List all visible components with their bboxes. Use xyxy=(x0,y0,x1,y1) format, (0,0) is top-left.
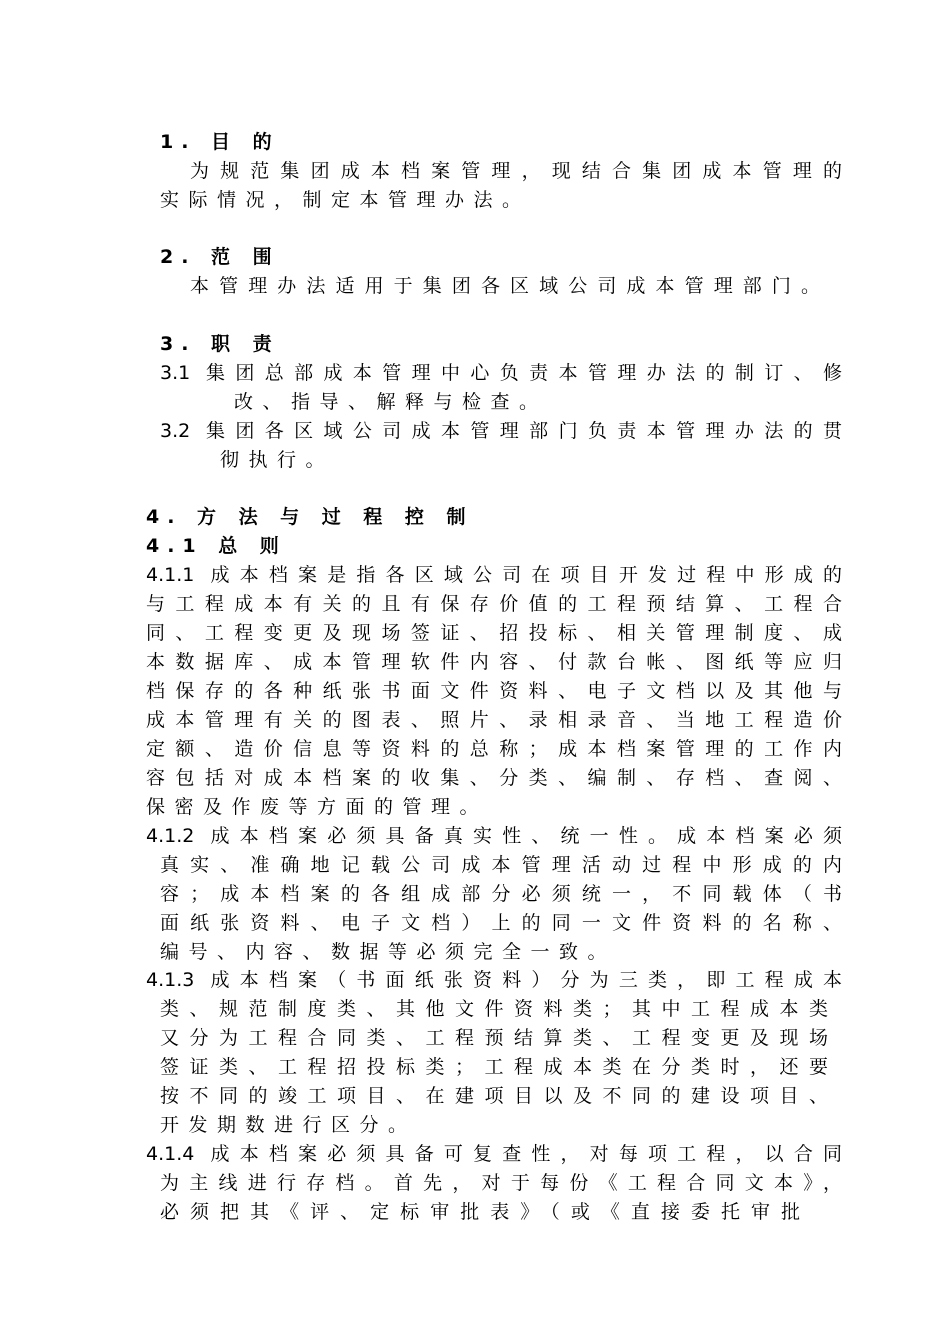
p413-line-6: 开发期数进行区分。 xyxy=(160,1114,417,1136)
p411-line-3: 同、工程变更及现场签证、招投标、相关管理制度、成 xyxy=(146,622,842,644)
p411-line-5: 档保存的各种纸张书面文件资料、电子文档以及其他与 xyxy=(146,680,842,702)
p411-line-6: 成本管理有关的图表、照片、录相录音、当地工程造价 xyxy=(146,709,842,731)
p414-line-2: 为主线进行存档。首先，对于每份《工程合同文本》， xyxy=(160,1172,842,1194)
item-3-1-number: 3.1 xyxy=(160,362,191,384)
p412-line-4: 面纸张资料、电子文档）上的同一文件资料的名称、 xyxy=(160,912,842,934)
p413-line-1: 4.1.3 成本档案（书面纸张资料）分为三类，即工程成本 xyxy=(146,969,842,991)
item-3-1-line-1: 集团总部成本管理中心负责本管理办法的制订、修 xyxy=(206,362,842,384)
item-3-2-line-2: 彻执行。 xyxy=(220,449,335,471)
p412-line-2: 真实、准确地记载公司成本管理活动过程中形成的内 xyxy=(160,854,842,876)
p412-line-1: 4.1.2 成本档案必须具备真实性、统一性。成本档案必须 xyxy=(146,825,842,847)
p411-line-7: 定额、造价信息等资料的总称；成本档案管理的工作内 xyxy=(146,738,842,760)
p413-line-2: 类、规范制度类、其他文件资料类；其中工程成本类 xyxy=(160,998,828,1020)
section-1-line-1: 为规范集团成本档案管理，现结合集团成本管理的 xyxy=(190,160,842,182)
p414-line-3: 必须把其《评、定标审批表》（或《直接委托审批 xyxy=(160,1201,800,1223)
p414-line-1: 4.1.4 成本档案必须具备可复查性，对每项工程，以合同 xyxy=(146,1143,842,1165)
p412-line-5: 编号、内容、数据等必须完全一致。 xyxy=(160,941,617,963)
section-1-heading: 1. 目 的 xyxy=(160,131,280,153)
item-3-2-line-1: 集团各区域公司成本管理部门负责本管理办法的贯 xyxy=(206,420,842,442)
p413-line-5: 按不同的竣工项目、在建项目以及不同的建设项目、 xyxy=(160,1085,828,1107)
p411-line-4: 本数据库、成本管理软件内容、付款台帐、图纸等应归 xyxy=(146,651,842,673)
p411-line-2: 与工程成本有关的且有保存价值的工程预结算、工程合 xyxy=(146,593,842,615)
section-4-heading: 4. 方 法 与 过 程 控 制 xyxy=(146,506,474,528)
p411-line-9: 保密及作废等方面的管理。 xyxy=(146,796,489,818)
p413-line-4: 签证类、工程招投标类；工程成本类在分类时，还要 xyxy=(160,1056,828,1078)
section-3-heading: 3. 职 责 xyxy=(160,333,280,355)
p411-line-8: 容包括对成本档案的收集、分类、编制、存档、查阅、 xyxy=(146,767,842,789)
section-1-line-2: 实际情况，制定本管理办法。 xyxy=(160,189,531,211)
section-2-line-1: 本管理办法适用于集团各区域公司成本管理部门。 xyxy=(190,275,820,297)
p412-line-3: 容；成本档案的各组成部分必须统一，不同载体（书 xyxy=(160,883,842,905)
p413-line-3: 又分为工程合同类、工程预结算类、工程变更及现场 xyxy=(160,1027,828,1049)
p411-line-1: 4.1.1 成本档案是指各区域公司在项目开发过程中形成的 xyxy=(146,564,842,586)
item-3-2-number: 3.2 xyxy=(160,420,191,442)
section-4-1-heading: 4.1 总 则 xyxy=(146,535,287,557)
item-3-1-line-2: 改、指导、解释与检查。 xyxy=(234,391,548,413)
section-2-heading: 2. 范 围 xyxy=(160,246,280,268)
